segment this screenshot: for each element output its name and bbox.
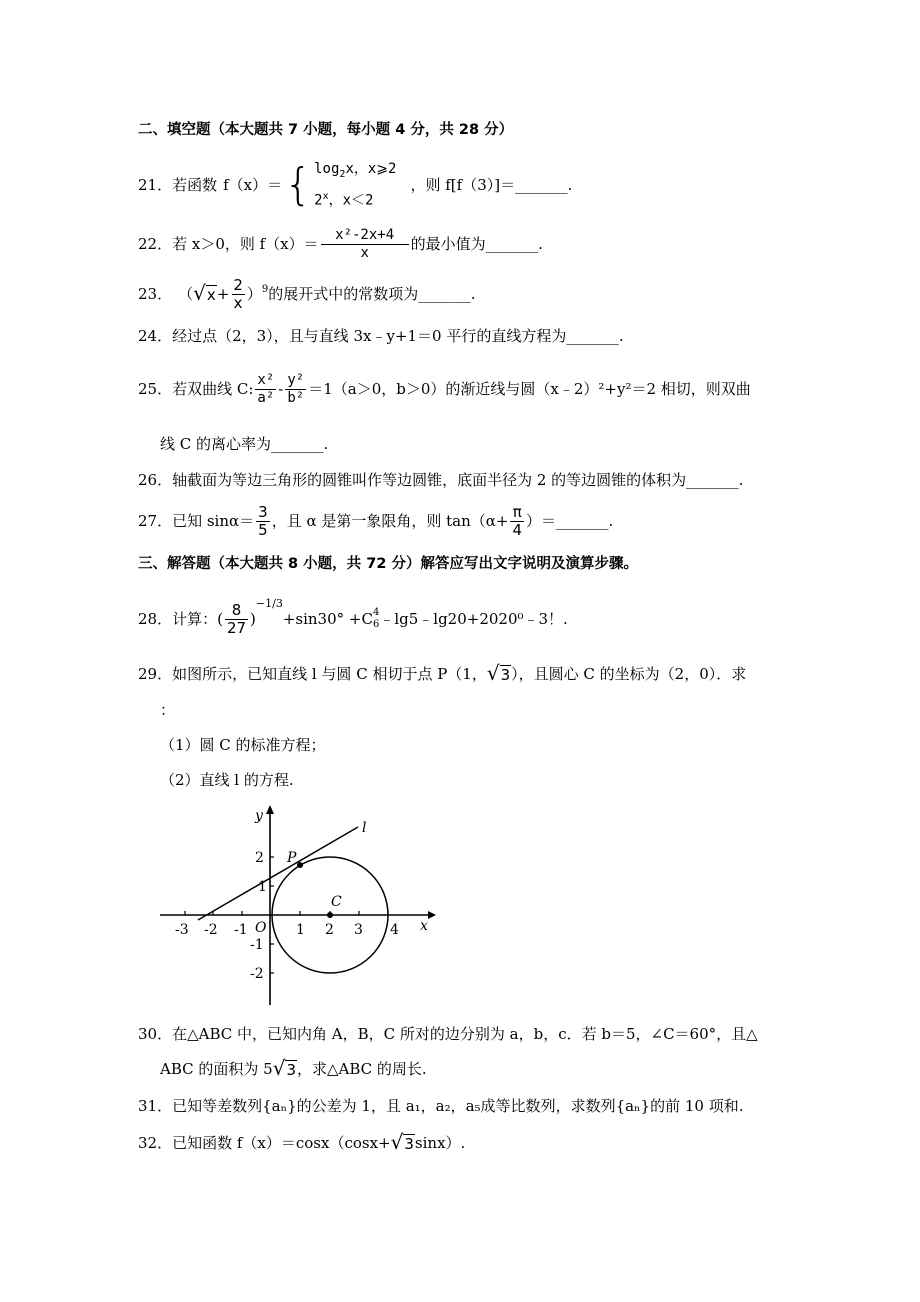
question-text: 已知等差数列{aₙ}的公差为 1，且 a₁，a₂，a₅成等比数列，求数列{aₙ}的前 10 项和. xyxy=(172,1097,744,1115)
y-tick-label: -2 xyxy=(250,966,264,982)
question-32 xyxy=(138,1132,465,1154)
function-label: f（x）＝ xyxy=(223,176,283,194)
question-text-cont: ABC 的面积为 5 xyxy=(160,1060,273,1078)
sqrt-expression: √x xyxy=(193,281,216,305)
brace-symbol: { xyxy=(284,159,313,210)
solve-section-title: 三、解答题（本大题共 8 小题，共 72 分）解答应写出文字说明及演算步骤。 xyxy=(138,556,638,572)
x-tick-label: -2 xyxy=(204,922,218,938)
x-tick-label: 4 xyxy=(390,922,399,938)
question-28 xyxy=(138,592,568,646)
question-text: 经过点（2，3），且与直线 3x﹣y+1＝0 平行的直线方程为_______. xyxy=(172,327,624,345)
question-number: 23． xyxy=(138,285,173,303)
question-29-part-2: （2）直线 l 的方程. xyxy=(160,771,294,789)
question-tail: ﹣lg5﹣lg20+2020⁰﹣3！. xyxy=(379,610,568,628)
question-text: 轴截面为等边三角形的圆锥叫作等边圆锥，底面半径为 2 的等边圆锥的体积为_______. xyxy=(172,471,744,489)
x-axis-arrow xyxy=(428,911,436,919)
fraction-numerator: x²-2x+4 xyxy=(335,226,395,243)
fraction: $\frac{8}{27}$ xyxy=(226,600,247,637)
point-c-dot xyxy=(327,912,333,918)
point-p-dot xyxy=(297,862,303,868)
sqrt-expression: √3 xyxy=(390,1130,414,1154)
piecewise-cases xyxy=(314,158,396,211)
case-2: 2$^x$，x＜2 xyxy=(314,191,374,209)
question-text-cont: ），且圆心 C 的坐标为（2，0）．求 xyxy=(511,665,747,683)
circle-tangent-figure xyxy=(158,800,438,1012)
question-number: 31． xyxy=(138,1097,173,1115)
combination-indices: 4 6 xyxy=(372,607,380,630)
y-tick-label: 2 xyxy=(255,850,264,866)
question-number: 29． xyxy=(138,665,173,683)
fraction: $\frac{3}{5}$ xyxy=(258,502,268,539)
question-tail: 的展开式中的常数项为_______. xyxy=(268,285,476,303)
point-p-label: P xyxy=(287,850,297,866)
x-tick-label: 2 xyxy=(325,922,334,938)
question-29-part-1: （1）圆 C 的标准方程； xyxy=(160,736,326,754)
x-tick-label: 1 xyxy=(296,922,305,938)
y-axis-arrow xyxy=(266,805,274,814)
question-29-colon: ： xyxy=(160,701,176,719)
question-24 xyxy=(138,326,624,346)
fraction xyxy=(321,227,409,262)
question-number: 26． xyxy=(138,471,173,489)
fill-section-title: 二、填空题（本大题共 7 小题，每小题 4 分，共 28 分） xyxy=(138,122,514,138)
exponent: −1/3 xyxy=(255,597,283,610)
question-29 xyxy=(138,663,746,685)
exponent: 9 xyxy=(261,284,269,295)
line-l-label: l xyxy=(362,820,367,836)
question-text-cont: +sin30° +C xyxy=(282,610,373,628)
sqrt-expression: √3 xyxy=(486,661,511,685)
fraction-denominator: x xyxy=(321,244,409,262)
x-axis-label: x xyxy=(420,918,428,934)
question-text: 计算：( xyxy=(172,610,223,628)
question-number: 30． xyxy=(138,1025,173,1043)
question-number: 28． xyxy=(138,610,173,628)
question-26 xyxy=(138,470,743,490)
paren: ） xyxy=(246,285,262,303)
question-23 xyxy=(138,272,476,316)
question-text: 若函数 xyxy=(172,176,218,194)
question-21 xyxy=(138,157,572,213)
fraction-pi: $\frac{\pi}{4}$ xyxy=(512,502,523,539)
paren: ) xyxy=(250,610,256,628)
question-31 xyxy=(138,1096,743,1116)
y-tick-label: -1 xyxy=(250,937,264,953)
question-22 xyxy=(138,222,543,266)
question-number: 21． xyxy=(138,176,173,194)
question-number: 25． xyxy=(138,380,173,398)
fraction-y: $\frac{\text{y²}}{\text{b²}}$ xyxy=(287,371,305,406)
fraction: $\frac{2}{x}$ xyxy=(233,275,243,312)
x-tick-label: 3 xyxy=(354,922,363,938)
question-text: 若双曲线 C: xyxy=(172,380,254,398)
question-text-cont: ＝1（a＞0，b＞0）的渐近线与圆（x﹣2）²+y²＝2 相切，则双曲 xyxy=(308,380,751,398)
question-number: 22． xyxy=(138,235,173,253)
question-tail: ）＝_______. xyxy=(526,512,614,530)
question-text: 若 x＞0，则 f（x）＝ xyxy=(172,235,319,253)
question-number: 24． xyxy=(138,327,173,345)
question-text: 在△ABC 中，已知内角 A，B，C 所对的边分别为 a，b，c．若 b＝5，∠C＝60°，且△ xyxy=(172,1025,758,1043)
x-tick-label: -3 xyxy=(175,922,189,938)
plus-sign: + xyxy=(216,285,230,303)
question-tail: 的最小值为_______. xyxy=(410,235,543,253)
question-30-cont xyxy=(160,1058,427,1080)
question-tail: ，则 f[f（3）]＝_______. xyxy=(410,176,573,194)
minus-sign: - xyxy=(278,380,284,398)
question-27 xyxy=(138,498,613,544)
case-1: $\log_2x$，x⩾2 xyxy=(314,161,397,181)
question-tail: ，求△ABC 的周长. xyxy=(297,1060,427,1078)
question-text: 如图所示，已知直线 l 与圆 C 相切于点 P（1， xyxy=(172,665,487,683)
fraction-x: $\frac{\text{x²}}{\text{a²}}$ xyxy=(257,371,275,406)
question-number: 27． xyxy=(138,512,173,530)
origin-label: O xyxy=(255,920,267,936)
paren: （ xyxy=(178,285,194,303)
question-text: 已知 sinα＝ xyxy=(172,512,255,530)
question-text: 已知函数 f（x）＝cosx（cosx+ xyxy=(172,1134,391,1152)
question-30 xyxy=(138,1024,758,1044)
y-axis-label: y xyxy=(255,808,263,824)
question-25-cont: 线 C 的离心率为_______. xyxy=(160,435,329,453)
question-text-cont: ，且 α 是第一象限角，则 tan（α+ xyxy=(271,512,509,530)
question-number: 32． xyxy=(138,1134,173,1152)
x-tick-label: -1 xyxy=(234,922,248,938)
y-tick-label: 1 xyxy=(258,879,267,895)
question-25 xyxy=(138,364,751,414)
question-tail: sinx）. xyxy=(414,1134,466,1152)
sqrt-expression: √3 xyxy=(272,1056,296,1080)
point-c-label: C xyxy=(331,894,342,910)
